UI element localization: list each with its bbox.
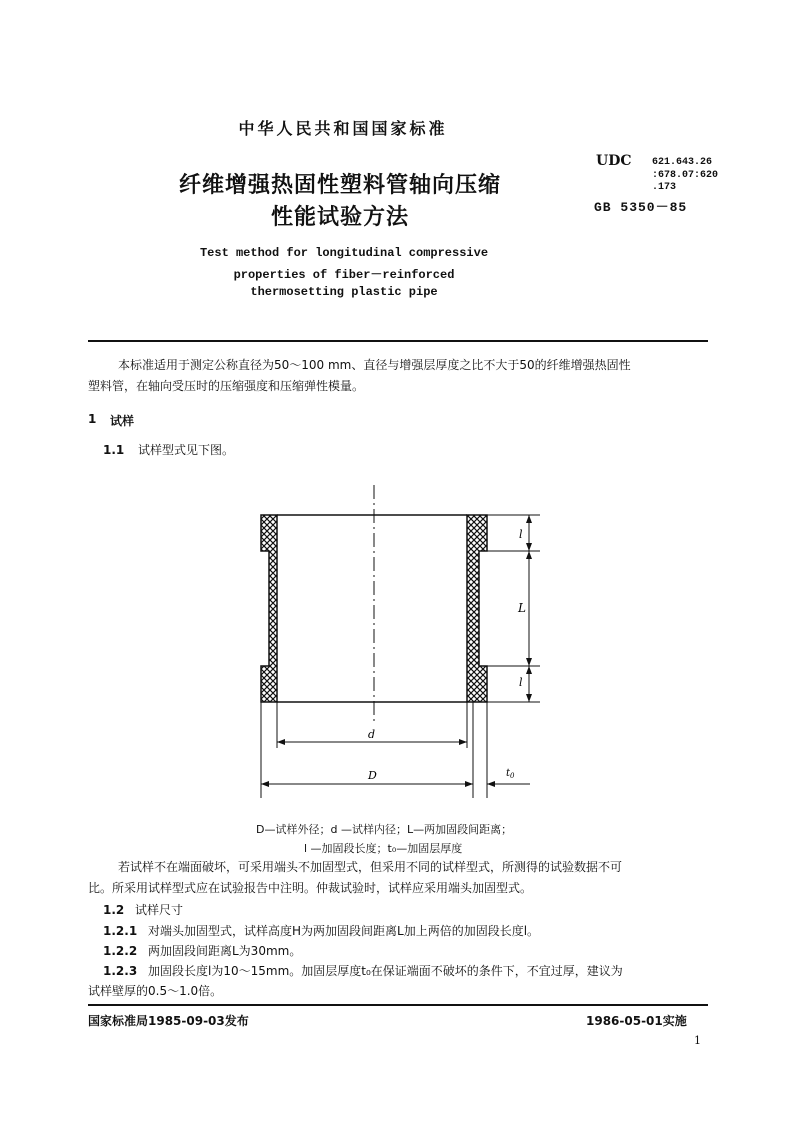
intro-line-2: 塑料管，在轴向受压时的压缩强度和压缩弹性模量。 xyxy=(88,379,365,393)
figure-caption-line-1: D—试样外径；d —试样内径；L—两加固段间距离； xyxy=(256,823,513,836)
dim-D: D xyxy=(368,769,377,782)
section-1-2-2-text: 两加固段间距离L为30mm。 xyxy=(148,944,302,958)
left-wall xyxy=(261,515,277,702)
dim-l-bottom: l xyxy=(519,676,523,689)
english-title-line-3: thermosetting plastic pipe xyxy=(250,285,438,299)
section-1-title: 试样 xyxy=(110,414,135,428)
footer-rule xyxy=(88,1004,708,1006)
document-title-line-2: 性能试验方法 xyxy=(270,205,409,230)
udc-code-2: :678.07:620 xyxy=(652,170,719,181)
document-title-line-1: 纤维增强热固性塑料管轴向压缩 xyxy=(178,173,501,198)
english-title-line-1: Test method for longitudinal compressive xyxy=(199,246,489,260)
dim-L: L xyxy=(518,601,526,615)
section-1-2-1-text: 对端头加固型式，试样高度H为两加固段间距离L加上两倍的加固段长度l。 xyxy=(148,924,540,938)
dim-t0: $t_0$ xyxy=(506,768,515,780)
dim-l-top: l xyxy=(519,528,523,541)
udc-code-1: 621.643.26 xyxy=(652,157,713,168)
section-1-2-2-number: 1.2.2 xyxy=(103,944,138,958)
section-1-number: 1 xyxy=(88,412,97,426)
section-1-2-3-number: 1.2.3 xyxy=(103,964,138,978)
section-1-2-1-number: 1.2.1 xyxy=(103,924,138,938)
gb-number: GB 5350－85 xyxy=(594,200,688,215)
specimen-figure xyxy=(240,480,540,815)
dim-d: d xyxy=(368,728,376,741)
section-1-1-number: 1.1 xyxy=(103,443,125,457)
page-number: 1 xyxy=(694,1034,701,1047)
section-1-2-3-text-line-2: 试样壁厚的0.5～1.0倍。 xyxy=(88,984,223,998)
paragraph-after-figure-line-2: 比。所采用试样型式应在试验报告中注明。仲裁试验时，试样应采用端头加固型式。 xyxy=(88,881,533,895)
english-title-line-2: properties of fiber－reinforced xyxy=(233,268,455,282)
udc-label: UDC xyxy=(596,153,632,169)
section-1-2-number: 1.2 xyxy=(103,903,125,917)
national-standard-heading: 中华人民共和国国家标准 xyxy=(238,119,448,138)
header-rule xyxy=(88,340,708,342)
figure-caption-line-2: l —加固段长度；t₀—加固层厚度 xyxy=(304,842,463,855)
effective-date: 1986-05-01实施 xyxy=(586,1014,687,1028)
section-1-2-3-text-line-1: 加固段长度l为10～15mm。加固层厚度t₀在保证端面不破坏的条件下，不宜过厚，建议为 xyxy=(148,964,623,978)
paragraph-after-figure-line-1: 若试样不在端面破坏，可采用端头不加固型式，但采用不同的试样型式，所测得的试验数据不可 xyxy=(118,860,623,874)
section-1-2-title: 试样尺寸 xyxy=(135,903,184,917)
issue-date: 国家标准局1985-09-03发布 xyxy=(88,1014,249,1028)
right-wall xyxy=(467,515,487,702)
udc-code-3: .173 xyxy=(652,182,677,193)
intro-line-1: 本标准适用于测定公称直径为50～100 mm、直径与增强层厚度之比不大于50的纤维增强热固性 xyxy=(118,358,631,372)
section-1-1-text: 试样型式见下图。 xyxy=(138,443,235,457)
